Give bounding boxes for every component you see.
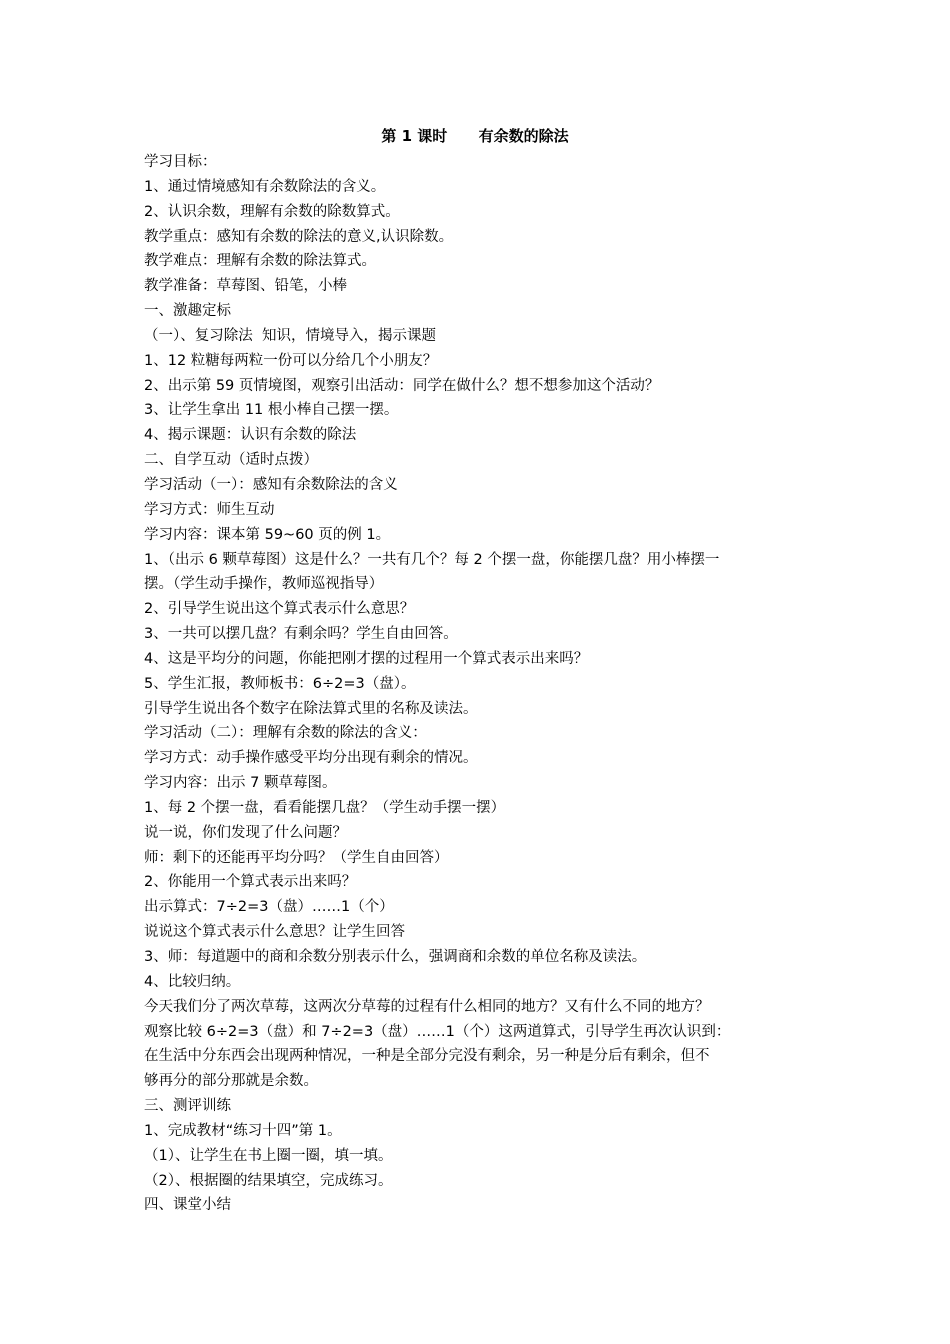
text-line: 学习方式：动手操作感受平均分出现有剩余的情况。 [144, 750, 478, 767]
text-line: 学习内容：出示 7 颗草莓图。 [144, 775, 337, 792]
text-line: 教学准备：草莓图、铅笔，小棒 [144, 278, 347, 295]
text-line: 在生活中分东西会出现两种情况，一种是全部分完没有剩余，另一种是分后有剩余，但不 [144, 1048, 710, 1065]
text-line: 1、完成教材“练习十四”第 1。 [144, 1122, 342, 1139]
text-line: 师：剩下的还能再平均分吗？（学生自由回答） [144, 849, 449, 866]
text-line: （2）、根据圈的结果填空，完成练习。 [144, 1172, 393, 1189]
text-line: 学习活动（一）：感知有余数除法的含义 [144, 476, 398, 493]
text-line: 二、自学互动（适时点拨） [144, 452, 318, 469]
text-line: （一）、复习除法 知识，情境导入，揭示课题 [144, 327, 436, 344]
text-line: 4、揭示课题：认识有余数的除法 [144, 427, 357, 444]
text-line: 学习方式：师生互动 [144, 501, 275, 518]
text-line: 2、认识余数，理解有余数的除数算式。 [144, 203, 400, 220]
document-body [144, 150, 814, 1218]
text-line: 5、学生汇报，教师板书：6÷2=3（盘）。 [144, 675, 416, 692]
text-line: （1）、让学生在书上圈一圈，填一填。 [144, 1147, 393, 1164]
text-line: 出示算式：7÷2=3（盘）……1（个） [144, 899, 394, 916]
text-line: 摆。（学生动手操作，教师巡视指导） [144, 576, 384, 593]
text-line: 三、测评训练 [144, 1098, 231, 1115]
text-line: 3、一共可以摆几盘？有剩余吗？学生自由回答。 [144, 626, 458, 643]
text-line: 学习活动（二）：理解有余数的除法的含义： [144, 725, 427, 742]
text-line: 说一说，你们发现了什么问题？ [144, 824, 347, 841]
text-line: 4、这是平均分的问题，你能把刚才摆的过程用一个算式表示出来吗？ [144, 650, 589, 667]
text-line: 2、你能用一个算式表示出来吗？ [144, 874, 357, 891]
text-line: 说说这个算式表示什么意思？让学生回答 [144, 924, 405, 941]
text-line: 学习内容：课本第 59~60 页的例 1。 [144, 526, 391, 543]
text-line: 3、让学生拿出 11 根小棒自己摆一摆。 [144, 402, 399, 419]
text-line: 学习目标： [144, 154, 217, 170]
text-line: 一、激趣定标 [144, 303, 231, 320]
text-line: 四、课堂小结 [144, 1197, 231, 1214]
text-line: 教学难点：理解有余数的除法算式。 [144, 253, 376, 270]
text-line: 够再分的部分那就是余数。 [144, 1073, 318, 1090]
text-line: 1、通过情境感知有余数除法的含义。 [144, 178, 386, 195]
text-line: 2、出示第 59 页情境图，观察引出活动：同学在做什么？想不想参加这个活动？ [144, 377, 660, 394]
text-line: 引导学生说出各个数字在除法算式里的名称及读法。 [144, 700, 478, 717]
text-line: 教学重点：感知有余数的除法的意义,认识除数。 [144, 228, 454, 245]
text-line: 观察比较 6÷2=3（盘）和 7÷2=3（盘）……1（个）这两道算式，引导学生再次认识到： [144, 1023, 731, 1040]
text-line: 1、（出示 6 颗草莓图）这是什么？一共有几个？每 2 个摆一盘，你能摆几盘？用小棒摆一 [144, 551, 720, 568]
text-line: 今天我们分了两次草莓，这两次分草莓的过程有什么相同的地方？又有什么不同的地方？ [144, 998, 710, 1015]
page-title: 第 1 课时 有余数的除法 [381, 127, 569, 145]
text-line: 1、12 粒糖每两粒一份可以分给几个小朋友？ [144, 352, 438, 369]
text-line: 3、师：每道题中的商和余数分别表示什么，强调商和余数的单位名称及读法。 [144, 949, 647, 965]
text-line: 1、每 2 个摆一盘，看看能摆几盘？（学生动手摆一摆） [144, 799, 506, 816]
text-line: 4、比较归纳。 [144, 973, 241, 990]
text-line: 2、引导学生说出这个算式表示什么意思？ [144, 601, 415, 618]
